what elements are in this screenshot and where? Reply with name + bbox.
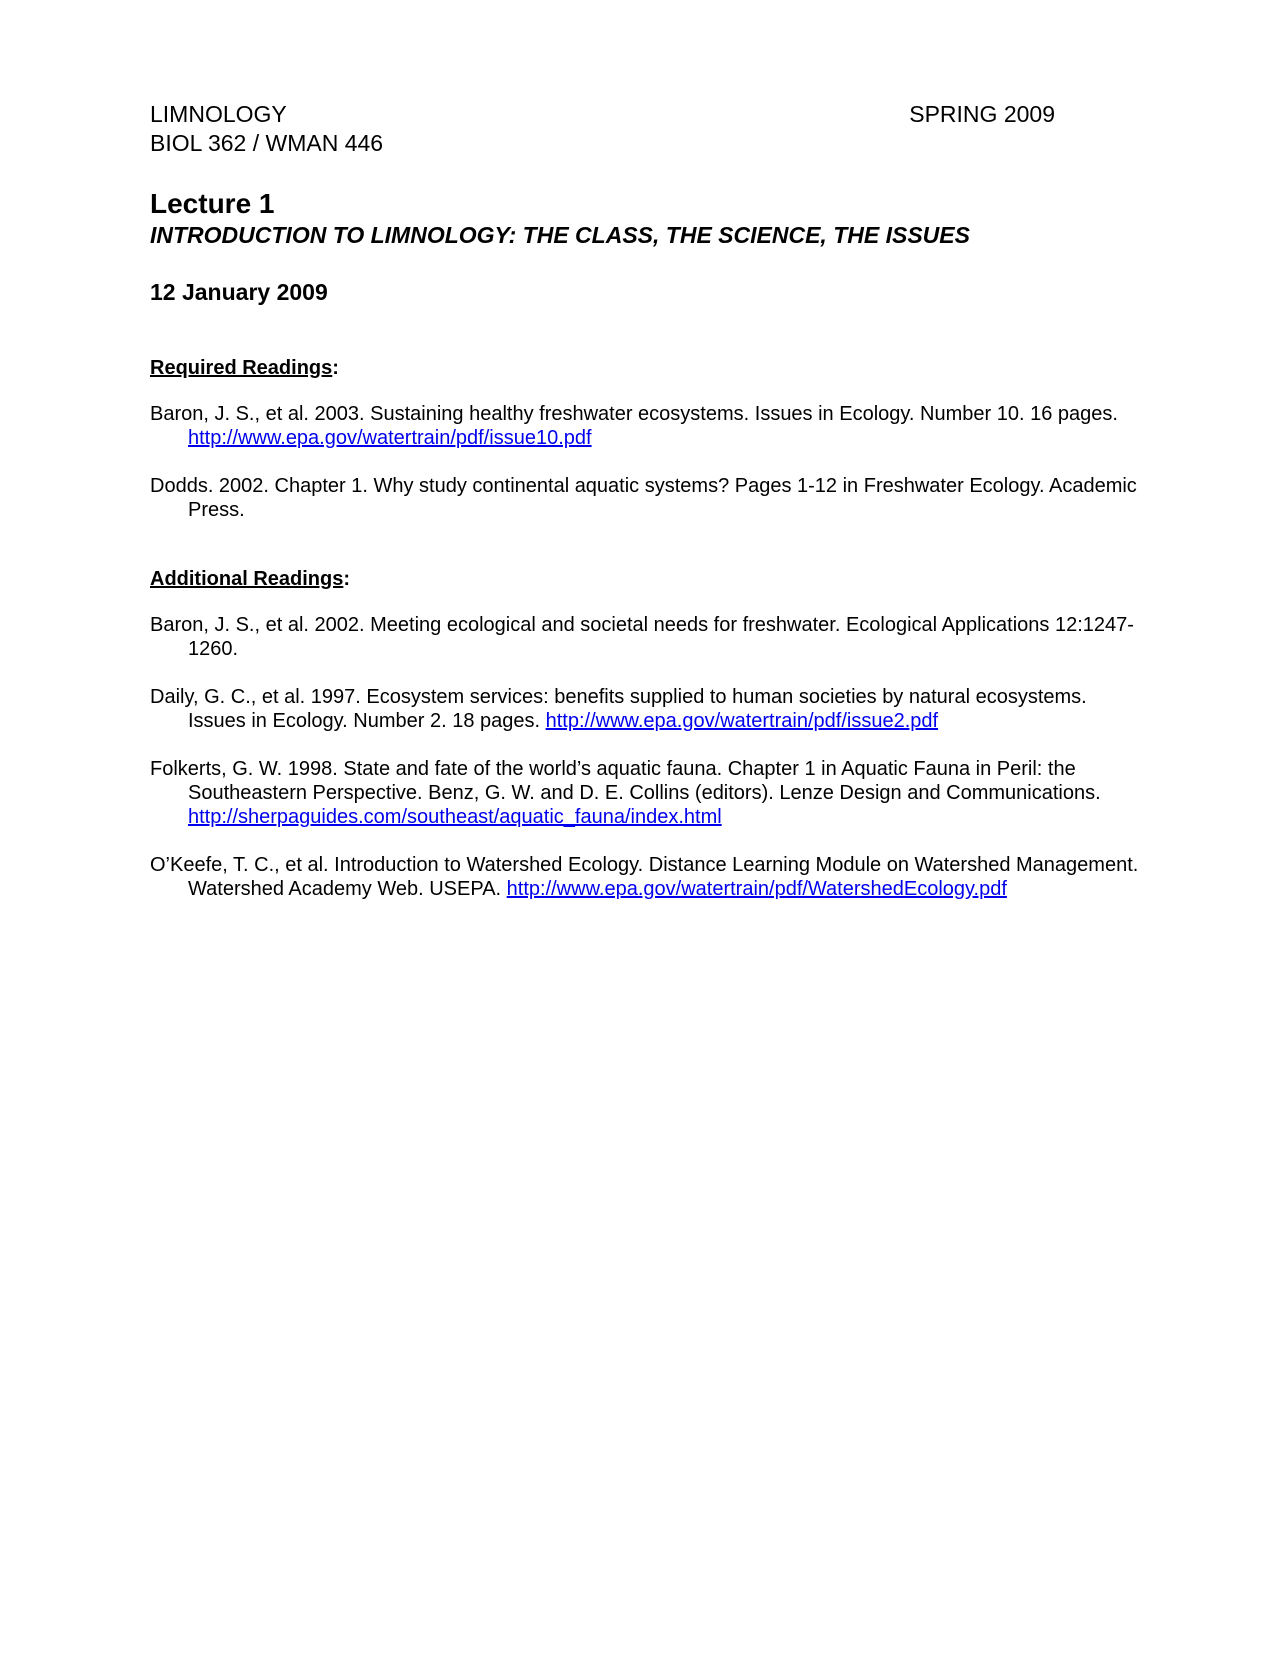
- required-readings-list: [150, 402, 1150, 522]
- reference-text: Dodds. 2002. Chapter 1. Why study continental aquatic systems? Pages 1-12 in Freshwater Ecology. Academic Press.: [150, 475, 1137, 521]
- additional-readings-heading: [150, 567, 1150, 591]
- semester: SPRING 2009: [909, 101, 1055, 127]
- reference-item: [150, 474, 1150, 522]
- reference-text: Daily, G. C., et al. 1997. Ecosystem services: benefits supplied to human societies by natural ecosystems. Issues in Ecology. Number 2. 18 pages.: [150, 686, 1087, 732]
- required-readings-colon: :: [332, 357, 339, 379]
- reference-item: [150, 402, 1150, 450]
- reference-text: Folkerts, G. W. 1998. State and fate of the world’s aquatic fauna. Chapter 1 in Aquatic Fauna in Peril: the Southeastern Perspective. Benz, G. W. and D. E. Collins (editors). Lenze Design and Communications.: [150, 758, 1101, 804]
- required-readings-heading: [150, 356, 1150, 380]
- reference-link[interactable]: http://www.epa.gov/watertrain/pdf/issue2.pdf: [545, 710, 939, 732]
- document-page: [150, 100, 1150, 925]
- course-codes: BIOL 362 / WMAN 446: [150, 130, 384, 156]
- reference-link[interactable]: http://sherpaguides.com/southeast/aquatic_fauna/index.html: [188, 806, 722, 828]
- header-row: [150, 100, 1055, 129]
- additional-readings-list: [150, 613, 1150, 901]
- course-title: LIMNOLOGY: [150, 101, 287, 127]
- reference-link[interactable]: http://www.epa.gov/watertrain/pdf/issue10.pdf: [188, 427, 592, 449]
- reference-item: [150, 685, 1150, 733]
- lecture-date: 12 January 2009: [150, 279, 328, 305]
- additional-readings-colon: :: [343, 568, 351, 590]
- lecture-title: INTRODUCTION TO LIMNOLOGY: THE CLASS, THE SCIENCE, THE ISSUES: [150, 222, 970, 248]
- reference-item: [150, 853, 1150, 901]
- reference-item: [150, 613, 1150, 661]
- additional-readings-label: Additional Readings: [150, 568, 344, 590]
- lecture-number: Lecture 1: [150, 188, 275, 219]
- reference-text: Baron, J. S., et al. 2003. Sustaining healthy freshwater ecosystems. Issues in Ecology. Number 10. 16 pages.: [150, 403, 1118, 425]
- reference-item: [150, 757, 1150, 829]
- reference-text: Baron, J. S., et al. 2002. Meeting ecological and societal needs for freshwater. Ecological Applications 12:1247-1260.: [150, 614, 1134, 660]
- required-readings-label: Required Readings: [150, 357, 333, 379]
- reference-text: O’Keefe, T. C., et al. Introduction to Watershed Ecology. Distance Learning Module on Watershed Management. Watershed Academy Web. USEPA.: [150, 854, 1139, 900]
- reference-link[interactable]: http://www.epa.gov/watertrain/pdf/WatershedEcology.pdf: [506, 878, 1007, 900]
